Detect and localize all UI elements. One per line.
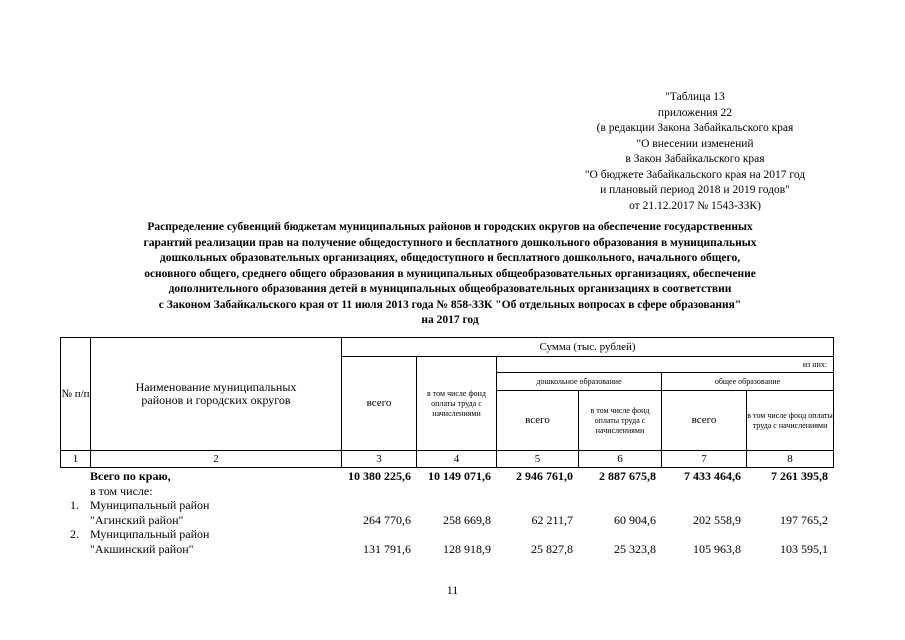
row-value: 202 558,9 xyxy=(693,512,741,527)
table-header xyxy=(60,337,834,468)
table-row xyxy=(60,542,833,557)
row-value xyxy=(496,484,578,499)
title-line: на 2017 год xyxy=(421,314,479,326)
page-number: 11 xyxy=(446,583,459,597)
row-value: 7 433 464,6 xyxy=(684,469,741,483)
row-value: 131 791,6 xyxy=(363,541,411,556)
document-title xyxy=(60,220,840,329)
row-value xyxy=(416,527,496,542)
row-value xyxy=(341,498,416,513)
row-value xyxy=(661,527,746,542)
row-number xyxy=(60,469,90,484)
column-number: 6 xyxy=(579,451,662,468)
table-row xyxy=(60,513,833,528)
header-note-line: от 21.12.2017 № 1543-ЗЗК) xyxy=(629,199,761,212)
row-value: 10 149 071,6 xyxy=(428,469,491,483)
row-value xyxy=(578,484,661,499)
row-value: 7 261 395,8 xyxy=(771,469,828,483)
header-note-line: "Таблица 13 xyxy=(665,91,725,103)
column-number: 1 xyxy=(61,451,91,468)
row-value: 105 963,8 xyxy=(693,541,741,556)
column-number: 4 xyxy=(417,451,497,468)
title-line: основного общего, среднего общего образования в муниципальных общеобразовательных организациях, обеспечение xyxy=(144,267,756,280)
title-line: дошкольных образовательных организациях, общедоступного и бесплатного дошкольного, начального общего, xyxy=(159,252,741,264)
header-note-line: приложения 22 xyxy=(657,106,733,119)
row-value: 25 323,8 xyxy=(614,541,656,556)
row-value: 197 765,2 xyxy=(780,512,828,527)
header-note xyxy=(560,90,830,214)
row-number xyxy=(60,513,90,528)
row-value: 2 946 761,0 xyxy=(516,469,573,483)
row-value xyxy=(341,484,416,499)
row-name: Муниципальный район xyxy=(90,498,210,512)
col-header-sum: Сумма (тыс. рублей) xyxy=(342,338,834,357)
column-number: 2 xyxy=(91,451,342,468)
row-value xyxy=(746,484,833,499)
row-value: 25 827,8 xyxy=(531,541,573,556)
header-note-line: "О внесении изменений xyxy=(636,137,754,150)
title-line: дополнительного образования детей в муниципальных общеобразовательных организациях в соответствии xyxy=(168,283,732,295)
table-row xyxy=(60,484,833,499)
row-value: 103 595,1 xyxy=(780,541,828,556)
table-row-total xyxy=(60,469,833,484)
col-header-total: всего xyxy=(342,357,417,451)
row-value xyxy=(496,498,578,513)
col-header-of-which: из них: xyxy=(497,357,834,373)
header-note-line: и плановый период 2018 и 2019 годов" xyxy=(600,184,790,196)
row-value xyxy=(496,527,578,542)
column-number-row xyxy=(61,451,834,468)
col-header-incl-wage: в том числе фонд оплаты труда с начислениями xyxy=(417,357,497,451)
table-row xyxy=(60,498,833,513)
header-note-line: "О бюджете Забайкальского края на 2017 год xyxy=(584,168,806,181)
row-value xyxy=(341,527,416,542)
column-number: 8 xyxy=(747,451,834,468)
col-header-preschool-wage: в том числе фонд оплаты труда с начислениями xyxy=(579,391,662,451)
row-value xyxy=(661,498,746,513)
col-header-num: № п/п xyxy=(61,338,91,451)
row-value: 60 904,6 xyxy=(614,512,656,527)
row-number: 2. xyxy=(70,527,79,541)
col-header-preschool: дошкольное образование xyxy=(497,373,662,391)
row-value: 264 770,6 xyxy=(363,512,411,527)
row-number xyxy=(60,484,90,499)
col-header-general-total: всего xyxy=(662,391,747,451)
row-value: 10 380 225,6 xyxy=(348,469,411,483)
row-name: в том числе: xyxy=(90,483,153,498)
row-name: "Агинский район" xyxy=(90,512,184,527)
col-header-name: Наименование муниципальных районов и городских округов xyxy=(91,338,342,451)
column-number: 7 xyxy=(662,451,747,468)
row-name: Всего по краю, xyxy=(90,469,171,483)
title-line: с Законом Забайкальского края от 11 июля 2013 года № 858-ЗЗК "Об отдельных вопросах в сфере образования" xyxy=(158,298,742,311)
row-value xyxy=(578,498,661,513)
table-body xyxy=(60,469,833,556)
header-note-line: (в редакции Закона Забайкальского края xyxy=(596,122,794,134)
row-value xyxy=(416,484,496,499)
row-number xyxy=(60,542,90,557)
row-value xyxy=(746,498,833,513)
col-header-preschool-total: всего xyxy=(497,391,579,451)
table-row xyxy=(60,527,833,542)
col-header-general: общее образование xyxy=(662,373,834,391)
row-number: 1. xyxy=(70,498,79,512)
title-line: гарантий реализации прав на получение общедоступного и бесплатного дошкольного образования в муниципальных xyxy=(143,236,757,249)
title-line: Распределение субвенций бюджетам муниципальных районов и городских округов на обеспечение государственных xyxy=(147,221,753,233)
column-number: 3 xyxy=(342,451,417,468)
row-value xyxy=(416,498,496,513)
row-value xyxy=(661,484,746,499)
row-value: 62 211,7 xyxy=(531,512,573,527)
row-value: 258 669,8 xyxy=(443,512,491,527)
col-header-general-wage: в том числе фонд оплаты труда с начислениями xyxy=(747,391,834,451)
row-value xyxy=(746,527,833,542)
column-number: 5 xyxy=(497,451,579,468)
row-value xyxy=(578,527,661,542)
row-value: 128 918,9 xyxy=(443,541,491,556)
row-value: 2 887 675,8 xyxy=(599,469,656,483)
header-note-line: в Закон Забайкальского края xyxy=(625,153,765,165)
row-name: "Акшинский район" xyxy=(90,541,194,556)
row-name: Муниципальный район xyxy=(90,527,210,541)
